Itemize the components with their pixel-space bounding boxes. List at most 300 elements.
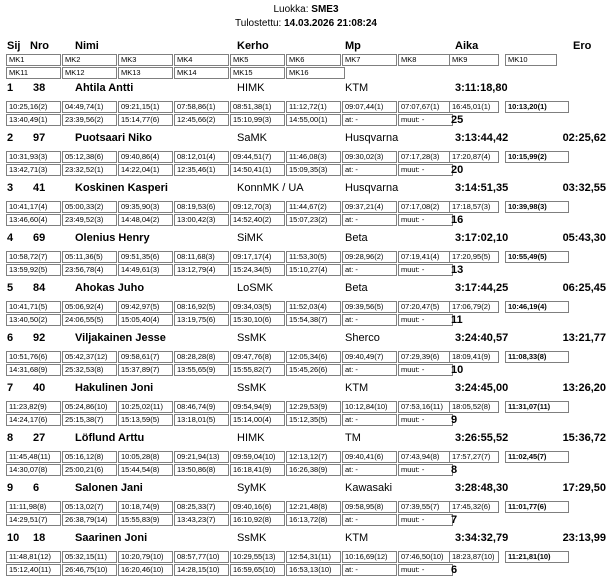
stage-time-cell: 15:45,26(6) bbox=[286, 364, 341, 376]
mk-header-cell: MK11 bbox=[6, 67, 61, 79]
stage-time-cell: 10:29,55(13) bbox=[230, 551, 285, 563]
rider-bike: KTM bbox=[345, 82, 369, 94]
stage-times-row-2 bbox=[0, 514, 612, 527]
stage-times-row-1 bbox=[0, 201, 612, 214]
stage-time-cell: 15:09,35(3) bbox=[286, 164, 341, 176]
rider-info-line bbox=[0, 182, 612, 195]
stage-time-cell: 14:52,40(2) bbox=[230, 214, 285, 226]
stage-times-row-1 bbox=[0, 451, 612, 464]
rider-position: 9 bbox=[7, 482, 14, 494]
rider-name: Ahtila Antti bbox=[75, 82, 134, 94]
penalty-at-cell: at: - bbox=[342, 364, 397, 376]
rider-total-time: 3:26:55,52 bbox=[455, 432, 509, 444]
stage-time-cell: 05:42,37(12) bbox=[62, 351, 117, 363]
stage-time-cell: 09:17,17(4) bbox=[230, 251, 285, 263]
rider-name: Koskinen Kasperi bbox=[75, 182, 168, 194]
stage-time-cell: 15:55,83(9) bbox=[118, 514, 173, 526]
stage-times-row-2 bbox=[0, 164, 612, 177]
stage-times-row-2 bbox=[0, 314, 612, 327]
stage-times-row-2 bbox=[0, 214, 612, 227]
rider-position: 7 bbox=[7, 382, 14, 394]
stage-times-row-2 bbox=[0, 414, 612, 427]
rider-points: 13 bbox=[451, 264, 464, 276]
stage-time-cell: 16:10,92(8) bbox=[230, 514, 285, 526]
stage-time-cell: 09:58,61(7) bbox=[118, 351, 173, 363]
stage-time-cell: 10:16,69(12) bbox=[342, 551, 397, 563]
rider-result-block bbox=[0, 282, 612, 332]
stage-time-cell: 09:42,97(5) bbox=[118, 301, 173, 313]
penalty-at-cell: at: - bbox=[342, 214, 397, 226]
stage-time-cell: 11:45,48(11) bbox=[6, 451, 61, 463]
stage-time-cell: 15:07,23(2) bbox=[286, 214, 341, 226]
stage-time-cell-last: 11:01,77(6) bbox=[505, 501, 569, 513]
rider-number: 97 bbox=[33, 132, 46, 144]
mk-header-cell: MK14 bbox=[174, 67, 229, 79]
stage-time-cell: 14:29,51(7) bbox=[6, 514, 61, 526]
stage-time-cell: 09:54,94(9) bbox=[230, 401, 285, 413]
rider-result-block bbox=[0, 332, 612, 382]
rider-position: 1 bbox=[7, 82, 14, 94]
stage-time-cell: 15:44,54(8) bbox=[118, 464, 173, 476]
stage-time-cell: 13:18,01(5) bbox=[174, 414, 229, 426]
rider-points: 9 bbox=[451, 414, 458, 426]
stage-time-cell-last: 10:13,20(1) bbox=[505, 101, 569, 113]
stage-time-cell: 16:18,41(9) bbox=[230, 464, 285, 476]
stage-time-cell: 09:07,44(1) bbox=[342, 101, 397, 113]
stage-times-row-2 bbox=[0, 464, 612, 477]
stage-time-cell: 09:40,86(4) bbox=[118, 151, 173, 163]
stage-time-cell: 15:55,82(7) bbox=[230, 364, 285, 376]
stage-time-cell: 10:12,84(10) bbox=[342, 401, 397, 413]
stage-time-cell: 13:43,23(7) bbox=[174, 514, 229, 526]
rider-position: 2 bbox=[7, 132, 14, 144]
stage-time-cell-last: 11:21,81(10) bbox=[505, 551, 569, 563]
stage-time-cell: 12:05,34(6) bbox=[286, 351, 341, 363]
stage-time-cell: 13:00,42(3) bbox=[174, 214, 229, 226]
mk-header-cell: MK6 bbox=[286, 54, 341, 66]
penalty-muut-cell: muut: - bbox=[398, 264, 453, 276]
rider-bike: KTM bbox=[345, 532, 369, 544]
stage-time-cell: 15:10,99(3) bbox=[230, 114, 285, 126]
stage-time-cell: 11:23,82(9) bbox=[6, 401, 61, 413]
stage-time-cell: 08:25,33(7) bbox=[174, 501, 229, 513]
stage-times-row-1 bbox=[0, 351, 612, 364]
penalty-at-cell: at: - bbox=[342, 514, 397, 526]
stage-time-cell: 18:05,52(8) bbox=[449, 401, 499, 413]
stage-time-cell: 13:55,65(9) bbox=[174, 364, 229, 376]
stage-times-row-1 bbox=[0, 301, 612, 314]
rider-result-block bbox=[0, 482, 612, 532]
stage-time-cell: 25:32,53(8) bbox=[62, 364, 117, 376]
rider-club: SiMK bbox=[237, 232, 264, 244]
stage-times-row-2 bbox=[0, 564, 612, 577]
penalty-muut-cell: muut: - bbox=[398, 214, 453, 226]
stage-time-cell: 11:12,72(1) bbox=[286, 101, 341, 113]
stage-time-cell: 10:25,02(11) bbox=[118, 401, 173, 413]
rider-number: 69 bbox=[33, 232, 46, 244]
stage-time-cell: 15:12,40(11) bbox=[6, 564, 61, 576]
stage-time-cell: 12:54,31(11) bbox=[286, 551, 341, 563]
stage-time-cell: 07:46,50(10) bbox=[398, 551, 453, 563]
stage-time-cell: 11:46,08(3) bbox=[286, 151, 341, 163]
mk-header-cell: MK9 bbox=[449, 54, 499, 66]
stage-time-cell: 11:48,81(12) bbox=[6, 551, 61, 563]
rider-club: HIMK bbox=[237, 82, 265, 94]
col-header-name: Nimi bbox=[75, 40, 99, 52]
rider-club: SaMK bbox=[237, 132, 267, 144]
mk-header-cell: MK2 bbox=[62, 54, 117, 66]
penalty-muut-cell: muut: - bbox=[398, 114, 453, 126]
rider-gap: 23:13,99 bbox=[562, 532, 606, 544]
stage-time-cell: 07:17,28(3) bbox=[398, 151, 453, 163]
stage-time-cell: 16:13,72(8) bbox=[286, 514, 341, 526]
penalty-at-cell: at: - bbox=[342, 264, 397, 276]
rider-info-line bbox=[0, 282, 612, 295]
rider-total-time: 3:14:51,35 bbox=[455, 182, 509, 194]
rider-total-time: 3:34:32,79 bbox=[455, 532, 509, 544]
col-header-position: Sij bbox=[7, 40, 21, 52]
stage-time-cell: 08:19,53(6) bbox=[174, 201, 229, 213]
mk-header-cell: MK8 bbox=[398, 54, 453, 66]
stage-time-cell: 15:12,35(5) bbox=[286, 414, 341, 426]
rider-name: Puotsaari Niko bbox=[75, 132, 153, 144]
rider-points: 8 bbox=[451, 464, 458, 476]
rider-info-line bbox=[0, 432, 612, 445]
stage-time-cell: 13:59,92(5) bbox=[6, 264, 61, 276]
class-label: Luokka: bbox=[273, 4, 309, 15]
rider-gap: 17:29,50 bbox=[562, 482, 606, 494]
rider-bike: Beta bbox=[345, 232, 368, 244]
stage-time-cell: 16:45,01(1) bbox=[449, 101, 499, 113]
rider-name: Löflund Arttu bbox=[75, 432, 145, 444]
rider-points: 7 bbox=[451, 514, 458, 526]
class-title bbox=[0, 4, 612, 16]
rider-gap: 02:25,62 bbox=[562, 132, 606, 144]
penalty-muut-cell: muut: - bbox=[398, 414, 453, 426]
mk-header-cell: MK4 bbox=[174, 54, 229, 66]
rider-info-line bbox=[0, 82, 612, 95]
stage-time-cell: 17:20,87(4) bbox=[449, 151, 499, 163]
mk-header-cell: MK3 bbox=[118, 54, 173, 66]
stage-time-cell: 10:41,17(4) bbox=[6, 201, 61, 213]
penalty-muut-cell: muut: - bbox=[398, 514, 453, 526]
penalty-muut-cell: muut: - bbox=[398, 314, 453, 326]
stage-time-cell: 05:06,92(4) bbox=[62, 301, 117, 313]
stage-time-cell: 05:13,02(7) bbox=[62, 501, 117, 513]
stage-time-cell: 25:15,38(7) bbox=[62, 414, 117, 426]
rider-info-line bbox=[0, 232, 612, 245]
stage-time-cell-last: 10:39,98(3) bbox=[505, 201, 569, 213]
stage-time-cell: 10:41,71(5) bbox=[6, 301, 61, 313]
stage-time-cell: 13:40,50(2) bbox=[6, 314, 61, 326]
rider-total-time: 3:28:48,30 bbox=[455, 482, 509, 494]
stage-time-cell: 05:11,36(5) bbox=[62, 251, 117, 263]
stage-times-row-1 bbox=[0, 251, 612, 264]
stage-time-cell: 09:28,96(2) bbox=[342, 251, 397, 263]
stage-time-cell: 04:49,74(1) bbox=[62, 101, 117, 113]
stage-time-cell: 13:40,49(1) bbox=[6, 114, 61, 126]
stage-time-cell: 12:35,46(1) bbox=[174, 164, 229, 176]
rider-gap: 13:26,20 bbox=[562, 382, 606, 394]
stage-time-cell: 08:12,01(4) bbox=[174, 151, 229, 163]
rider-club: KonnMK / UA bbox=[237, 182, 304, 194]
stage-time-cell: 05:00,33(2) bbox=[62, 201, 117, 213]
stage-times-row-1 bbox=[0, 401, 612, 414]
rider-position: 8 bbox=[7, 432, 14, 444]
stage-time-cell: 17:20,95(5) bbox=[449, 251, 499, 263]
penalty-muut-cell: muut: - bbox=[398, 364, 453, 376]
penalty-at-cell: at: - bbox=[342, 564, 397, 576]
stage-time-cell: 09:21,94(13) bbox=[174, 451, 229, 463]
rider-number: 6 bbox=[33, 482, 40, 494]
stage-time-cell: 11:44,67(2) bbox=[286, 201, 341, 213]
stage-time-cell: 07:20,47(5) bbox=[398, 301, 453, 313]
mk-header-row-1 bbox=[0, 54, 612, 67]
rider-points: 6 bbox=[451, 564, 458, 576]
penalty-muut-cell: muut: - bbox=[398, 164, 453, 176]
stage-time-cell: 15:13,59(5) bbox=[118, 414, 173, 426]
stage-time-cell: 05:32,15(11) bbox=[62, 551, 117, 563]
stage-time-cell: 05:16,12(8) bbox=[62, 451, 117, 463]
rider-total-time: 3:11:18,80 bbox=[455, 82, 508, 94]
stage-time-cell: 26:46,75(10) bbox=[62, 564, 117, 576]
rider-bike: Husqvarna bbox=[345, 132, 399, 144]
stage-time-cell: 13:12,79(4) bbox=[174, 264, 229, 276]
stage-time-cell: 16:20,46(10) bbox=[118, 564, 173, 576]
stage-time-cell: 12:29,53(9) bbox=[286, 401, 341, 413]
penalty-at-cell: at: - bbox=[342, 464, 397, 476]
stage-time-cell: 09:44,51(7) bbox=[230, 151, 285, 163]
rider-gap: 15:36,72 bbox=[562, 432, 606, 444]
stage-time-cell: 18:09,41(9) bbox=[449, 351, 499, 363]
stage-time-cell: 11:53,30(5) bbox=[286, 251, 341, 263]
stage-time-cell: 07:17,08(2) bbox=[398, 201, 453, 213]
rider-bike: Kawasaki bbox=[345, 482, 393, 494]
col-header-club: Kerho bbox=[237, 40, 269, 52]
rider-name: Salonen Jani bbox=[75, 482, 143, 494]
printed-label: Tulostettu: bbox=[235, 18, 282, 29]
rider-info-line bbox=[0, 482, 612, 495]
stage-time-cell: 08:11,68(3) bbox=[174, 251, 229, 263]
rider-points: 10 bbox=[451, 364, 464, 376]
stage-time-cell: 13:50,86(8) bbox=[174, 464, 229, 476]
rider-result-block bbox=[0, 432, 612, 482]
rider-club: SsMK bbox=[237, 332, 267, 344]
rider-club: HIMK bbox=[237, 432, 265, 444]
stage-time-cell: 15:54,38(7) bbox=[286, 314, 341, 326]
rider-club: SyMK bbox=[237, 482, 267, 494]
rider-total-time: 3:17:02,10 bbox=[455, 232, 509, 244]
rider-name: Viljakainen Jesse bbox=[75, 332, 166, 344]
stage-times-row-1 bbox=[0, 101, 612, 114]
stage-time-cell: 14:30,07(8) bbox=[6, 464, 61, 476]
stage-time-cell: 09:39,56(5) bbox=[342, 301, 397, 313]
rider-number: 38 bbox=[33, 82, 46, 94]
rider-result-block bbox=[0, 382, 612, 432]
rider-info-line bbox=[0, 382, 612, 395]
stage-time-cell: 25:00,21(6) bbox=[62, 464, 117, 476]
stage-time-cell-last: 11:31,07(11) bbox=[505, 401, 569, 413]
rider-result-block bbox=[0, 532, 612, 582]
rider-number: 92 bbox=[33, 332, 46, 344]
penalty-muut-cell: muut: - bbox=[398, 464, 453, 476]
rider-result-block bbox=[0, 132, 612, 182]
stage-time-cell-last: 11:02,45(7) bbox=[505, 451, 569, 463]
stage-time-cell: 09:40,49(7) bbox=[342, 351, 397, 363]
rider-name: Hakulinen Joni bbox=[75, 382, 154, 394]
stage-time-cell: 23:56,78(4) bbox=[62, 264, 117, 276]
rider-points: 11 bbox=[451, 314, 463, 326]
rider-gap: 13:21,77 bbox=[562, 332, 606, 344]
stage-times-row-1 bbox=[0, 151, 612, 164]
rider-number: 41 bbox=[33, 182, 46, 194]
stage-times-row-2 bbox=[0, 264, 612, 277]
col-header-bike: Mp bbox=[345, 40, 361, 52]
stage-time-cell: 23:32,52(1) bbox=[62, 164, 117, 176]
stage-time-cell: 14:55,00(1) bbox=[286, 114, 341, 126]
rider-bike: Husqvarna bbox=[345, 182, 399, 194]
stage-time-cell: 17:57,27(7) bbox=[449, 451, 499, 463]
rider-club: LoSMK bbox=[237, 282, 274, 294]
stage-time-cell: 16:59,65(10) bbox=[230, 564, 285, 576]
stage-time-cell-last: 11:08,33(8) bbox=[505, 351, 569, 363]
stage-time-cell-last: 10:46,19(4) bbox=[505, 301, 569, 313]
mk-header-cell: MK10 bbox=[505, 54, 557, 66]
column-header-row bbox=[0, 40, 612, 53]
mk-header-cell: MK1 bbox=[6, 54, 61, 66]
mk-header-cell: MK16 bbox=[286, 67, 345, 79]
stage-time-cell: 10:51,76(6) bbox=[6, 351, 61, 363]
rider-position: 3 bbox=[7, 182, 14, 194]
stage-time-cell: 24:06,55(5) bbox=[62, 314, 117, 326]
stage-time-cell: 14:22,04(1) bbox=[118, 164, 173, 176]
stage-time-cell: 08:16,92(5) bbox=[174, 301, 229, 313]
mk-header-cell: MK13 bbox=[118, 67, 173, 79]
stage-time-cell: 23:39,56(2) bbox=[62, 114, 117, 126]
rider-gap: 03:32,55 bbox=[562, 182, 606, 194]
rider-info-line bbox=[0, 332, 612, 345]
rider-position: 5 bbox=[7, 282, 14, 294]
col-header-number: Nro bbox=[30, 40, 49, 52]
stage-time-cell: 07:39,55(7) bbox=[398, 501, 453, 513]
stage-time-cell: 13:19,75(6) bbox=[174, 314, 229, 326]
rider-total-time: 3:24:40,57 bbox=[455, 332, 509, 344]
penalty-at-cell: at: - bbox=[342, 164, 397, 176]
stage-time-cell: 07:58,86(1) bbox=[174, 101, 229, 113]
stage-time-cell: 15:24,34(5) bbox=[230, 264, 285, 276]
rider-number: 84 bbox=[33, 282, 46, 294]
stage-times-row-1 bbox=[0, 551, 612, 564]
stage-time-cell: 11:11,98(8) bbox=[6, 501, 61, 513]
stage-time-cell: 17:18,57(3) bbox=[449, 201, 499, 213]
stage-time-cell: 10:20,79(10) bbox=[118, 551, 173, 563]
rider-total-time: 3:17:44,25 bbox=[455, 282, 509, 294]
mk-header-cell: MK7 bbox=[342, 54, 397, 66]
stage-time-cell: 09:21,15(1) bbox=[118, 101, 173, 113]
class-value: SME3 bbox=[311, 4, 339, 15]
stage-time-cell: 13:46,60(4) bbox=[6, 214, 61, 226]
mk-header-cell: MK12 bbox=[62, 67, 117, 79]
stage-time-cell: 09:30,02(3) bbox=[342, 151, 397, 163]
printed-timestamp bbox=[0, 18, 612, 30]
rider-result-block bbox=[0, 82, 612, 132]
mk-header-cell: MK15 bbox=[230, 67, 285, 79]
stage-time-cell: 07:07,67(1) bbox=[398, 101, 453, 113]
stage-time-cell: 09:47,76(8) bbox=[230, 351, 285, 363]
riders-list bbox=[0, 82, 612, 582]
stage-time-cell: 12:45,66(2) bbox=[174, 114, 229, 126]
rider-total-time: 3:13:44,42 bbox=[455, 132, 509, 144]
stage-time-cell: 10:31,93(3) bbox=[6, 151, 61, 163]
rider-number: 27 bbox=[33, 432, 46, 444]
stage-time-cell: 12:21,48(8) bbox=[286, 501, 341, 513]
rider-number: 40 bbox=[33, 382, 46, 394]
rider-result-block bbox=[0, 232, 612, 282]
printed-value: 14.03.2026 21:08:24 bbox=[284, 18, 377, 29]
stage-time-cell: 09:35,90(3) bbox=[118, 201, 173, 213]
rider-name: Olenius Henry bbox=[75, 232, 150, 244]
rider-name: Saarinen Joni bbox=[75, 532, 148, 544]
stage-time-cell: 14:28,15(10) bbox=[174, 564, 229, 576]
penalty-at-cell: at: - bbox=[342, 414, 397, 426]
stage-time-cell: 15:14,00(4) bbox=[230, 414, 285, 426]
stage-time-cell: 08:46,74(9) bbox=[174, 401, 229, 413]
stage-time-cell: 15:37,89(7) bbox=[118, 364, 173, 376]
stage-time-cell: 18:23,87(10) bbox=[449, 551, 499, 563]
rider-position: 10 bbox=[7, 532, 20, 544]
stage-time-cell: 09:59,04(10) bbox=[230, 451, 285, 463]
stage-time-cell-last: 10:55,49(5) bbox=[505, 251, 569, 263]
mk-header-cell: MK5 bbox=[230, 54, 285, 66]
stage-time-cell: 08:51,38(1) bbox=[230, 101, 285, 113]
stage-time-cell: 15:14,77(6) bbox=[118, 114, 173, 126]
stage-time-cell: 17:06,79(2) bbox=[449, 301, 499, 313]
stage-time-cell: 09:37,21(4) bbox=[342, 201, 397, 213]
rider-gap: 05:43,30 bbox=[562, 232, 606, 244]
penalty-muut-cell: muut: - bbox=[398, 564, 453, 576]
stage-time-cell: 11:52,03(4) bbox=[286, 301, 341, 313]
penalty-at-cell: at: - bbox=[342, 114, 397, 126]
stage-time-cell: 14:31,68(9) bbox=[6, 364, 61, 376]
rider-total-time: 3:24:45,00 bbox=[455, 382, 509, 394]
stage-time-cell: 05:24,86(10) bbox=[62, 401, 117, 413]
stage-time-cell: 12:13,12(7) bbox=[286, 451, 341, 463]
stage-time-cell: 16:26,38(9) bbox=[286, 464, 341, 476]
rider-bike: Sherco bbox=[345, 332, 380, 344]
stage-time-cell: 07:19,41(4) bbox=[398, 251, 453, 263]
stage-time-cell: 14:48,04(2) bbox=[118, 214, 173, 226]
stage-time-cell: 14:50,41(1) bbox=[230, 164, 285, 176]
rider-points: 25 bbox=[451, 114, 464, 126]
stage-time-cell: 15:10,27(4) bbox=[286, 264, 341, 276]
stage-time-cell: 16:53,13(10) bbox=[286, 564, 341, 576]
rider-info-line bbox=[0, 532, 612, 545]
stage-time-cell: 08:28,28(8) bbox=[174, 351, 229, 363]
rider-info-line bbox=[0, 132, 612, 145]
stage-time-cell: 09:58,95(8) bbox=[342, 501, 397, 513]
stage-time-cell: 10:05,28(8) bbox=[118, 451, 173, 463]
stage-time-cell: 09:34,03(5) bbox=[230, 301, 285, 313]
rider-number: 18 bbox=[33, 532, 46, 544]
rider-points: 16 bbox=[451, 214, 464, 226]
mk-header-row-2 bbox=[0, 67, 612, 80]
stage-time-cell: 14:24,17(6) bbox=[6, 414, 61, 426]
rider-result-block bbox=[0, 182, 612, 232]
rider-bike: KTM bbox=[345, 382, 369, 394]
penalty-at-cell: at: - bbox=[342, 314, 397, 326]
stage-time-cell: 08:57,77(10) bbox=[174, 551, 229, 563]
stage-time-cell: 23:49,52(3) bbox=[62, 214, 117, 226]
